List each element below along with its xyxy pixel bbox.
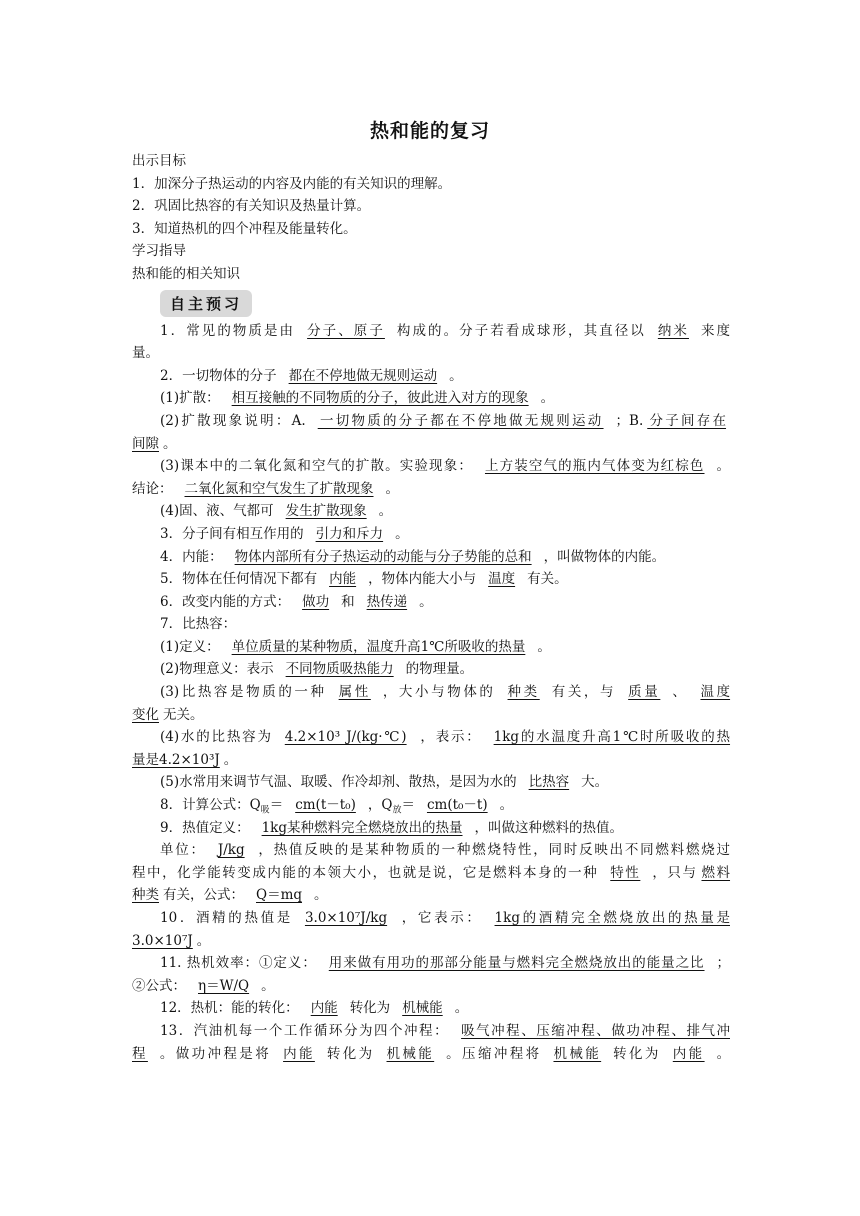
question-line	[132, 862, 730, 885]
answer-blank: 量是4.2×10³J	[132, 751, 220, 768]
question-text: 有关，与	[551, 684, 617, 701]
answer-blank: Q＝mq	[256, 887, 303, 904]
question-line	[132, 930, 730, 953]
question-text: 结论：	[132, 480, 173, 497]
question-text: 。	[395, 525, 409, 542]
answer-blank: 内能	[310, 1000, 338, 1017]
question-text: 4．内能：	[160, 548, 223, 565]
answer-blank: 3.0×10⁷J/kg	[304, 910, 388, 926]
answer-blank: 单位质量的某种物质，温度升高1℃所吸收的热量	[231, 638, 526, 655]
answer-blank: 3.0×10⁷J	[132, 932, 193, 949]
question-line	[132, 478, 730, 501]
question-line	[132, 342, 730, 365]
question-text: 。	[385, 480, 399, 497]
answer-blank: 做功	[302, 593, 330, 610]
question-line	[132, 952, 730, 975]
question-line	[132, 387, 730, 410]
question-line	[132, 365, 730, 388]
question-text: ，只与	[652, 864, 698, 881]
question-text: 5．物体在任何情况下都有	[160, 571, 318, 588]
question-text: 2．一切物体的分子	[160, 367, 277, 384]
answer-blank: 二氧化氮和空气发生了扩散现象	[184, 480, 374, 497]
answer-blank: 用来做有用功的那部分能量与燃料完全燃烧放出的能量之比	[328, 955, 705, 972]
answer-blank: 相互接触的不同物质的分子，彼此进入对方的现象	[231, 390, 529, 407]
answer-blank: 一切物质的分子都在不停地做无规则运动	[317, 412, 604, 429]
question-line	[132, 636, 730, 659]
answer-blank: η＝W/Q	[198, 977, 250, 994]
question-text: ，叫做物体的内能。	[543, 548, 666, 565]
answer-blank: 属性	[338, 684, 371, 701]
question-text: 。	[223, 751, 238, 768]
question-line	[132, 681, 730, 704]
subscript: 吸	[260, 805, 270, 816]
answer-blank: 1kg某种燃料完全燃烧放出的热量	[261, 819, 463, 836]
question-line	[132, 500, 730, 523]
question-text: ，叫做这种燃料的热值。	[474, 819, 624, 836]
question-text: 。	[449, 367, 463, 384]
answer-blank: 机械能	[402, 1000, 443, 1017]
question-line	[132, 455, 730, 478]
question-text: (5)水常用来调节气温、取暖、作冷却剂、散热，是因为水的	[160, 774, 517, 791]
question-line	[132, 884, 730, 907]
answer-blank: 种类	[132, 887, 159, 904]
answer-blank: 质量	[628, 684, 661, 701]
question-text: 有关，公式：	[163, 887, 244, 904]
question-text: 。压缩冲程将	[446, 1045, 542, 1062]
question-line	[132, 794, 730, 817]
question-line	[132, 410, 730, 433]
answer-blank: 发生扩散现象	[285, 503, 367, 520]
question-text: 单位：	[160, 842, 206, 859]
answer-blank: 1kg的酒精完全燃烧放出的热量是	[494, 910, 730, 926]
guide-heading: 学习指导	[132, 243, 186, 260]
goal-item: 1．加深分子热运动的内容及内能的有关知识的理解。	[132, 175, 452, 192]
question-text: 8．计算公式：Q	[160, 797, 261, 814]
answer-blank: 分子间存在	[647, 412, 727, 429]
goal-item: 2．巩固比热容的有关知识及热量计算。	[132, 198, 371, 215]
answer-blank: 内能	[672, 1045, 705, 1062]
question-text: 无关。	[163, 706, 204, 723]
answer-blank: 种类	[507, 684, 540, 701]
question-text: ，Q	[367, 797, 393, 814]
answer-blank: 比热容	[528, 774, 570, 791]
question-line	[132, 1020, 730, 1043]
question-text: 有关。	[527, 571, 568, 588]
goal-item: 3．知道热机的四个冲程及能量转化。	[132, 220, 357, 237]
question-text: (3)比热容是物质的一种	[160, 684, 327, 701]
question-text: (2)物理意义：表示	[160, 661, 274, 678]
question-line	[132, 591, 730, 614]
question-text: 。	[314, 887, 328, 904]
answer-blank: 4.2×10³ J/(kg·℃)	[284, 729, 407, 746]
question-line	[132, 997, 730, 1020]
question-text: 。	[716, 458, 730, 475]
question-line	[132, 975, 730, 998]
question-text: 。	[261, 977, 275, 994]
answer-blank: 热传递	[366, 593, 408, 610]
question-text: 7．比热容：	[160, 616, 237, 633]
answer-blank: 程	[132, 1045, 148, 1062]
answer-blank: 机械能	[553, 1045, 602, 1062]
question-text: 。做功冲程是将	[159, 1045, 272, 1062]
question-text: 。	[537, 638, 551, 655]
answer-blank: 内能	[329, 571, 357, 588]
answer-blank: 1kg的水温度升高1℃时所吸收的热	[493, 729, 731, 746]
question-text: 13．汽油机每一个工作循环分为四个冲程：	[160, 1022, 450, 1039]
question-text: 程中，化学能转变成内能的本领大小，也就是说，它是燃料本身的一种	[132, 864, 599, 881]
answer-blank: 上方装空气的瓶内气体变为红棕色	[484, 458, 705, 475]
question-text: 的物理量。	[405, 661, 474, 678]
question-line	[132, 546, 730, 569]
question-text: 。	[454, 1000, 469, 1017]
worksheet-content	[132, 150, 730, 1065]
question-text: (4)水的比热容为	[160, 729, 273, 746]
section-badge-row	[132, 286, 730, 320]
question-line	[132, 1043, 730, 1066]
question-text: 1．常见的物质是由	[160, 322, 296, 339]
question-line	[132, 726, 730, 749]
answer-blank: 分子、原子	[307, 322, 385, 339]
question-text: ，它表示：	[399, 910, 483, 926]
question-line	[132, 523, 730, 546]
answer-blank: 引力和斥力	[315, 525, 384, 542]
answer-blank: 间隙	[132, 435, 159, 452]
question-line	[132, 839, 730, 862]
question-text: 转化为	[326, 1045, 375, 1062]
goals-heading: 出示目标	[132, 153, 186, 169]
answer-blank: 不同物质吸热能力	[285, 661, 394, 678]
question-text: 。	[716, 1045, 731, 1062]
question-text: 11. 热机效率：①定义：	[160, 955, 317, 972]
question-text: 量。	[132, 345, 159, 362]
question-line	[132, 749, 730, 772]
question-text: 转化为	[349, 1000, 391, 1017]
question-line	[132, 320, 730, 343]
question-text: 。	[419, 593, 433, 610]
question-line	[132, 771, 730, 794]
answer-blank: 变化	[132, 706, 159, 723]
answer-blank: 都在不停地做无规则运动	[288, 367, 438, 384]
question-text: ，热值反映的是某种物质的一种燃烧特性，同时反映出不同燃料燃烧过	[256, 842, 730, 859]
question-text: 构成的。分子若看成球形，其直径以	[396, 322, 646, 339]
question-text: ，表示：	[418, 729, 482, 746]
answer-blank: 温度	[488, 571, 516, 588]
subscript: 放	[392, 805, 402, 816]
answer-blank: 物体内部所有分子热运动的动能与分子势能的总和	[234, 548, 532, 565]
question-line	[132, 433, 730, 456]
answer-blank: 吸气冲程、压缩冲程、做功冲程、排气冲	[461, 1022, 730, 1039]
question-line	[132, 817, 730, 840]
question-text: 。	[499, 797, 514, 814]
topic-heading: 热和能的相关知识	[132, 265, 240, 282]
question-line	[132, 613, 730, 636]
question-text: (4)固、液、气都可	[160, 503, 274, 520]
question-text: 10．酒精的热值是	[160, 910, 293, 926]
question-line	[132, 568, 730, 591]
question-text: 12．热机：能的转化：	[160, 1000, 299, 1017]
answer-blank: 特性	[610, 864, 641, 881]
question-text: 来度	[700, 322, 731, 339]
question-text: (1)扩散：	[160, 390, 220, 407]
question-text: 、	[672, 684, 689, 701]
question-text: 转化为	[613, 1045, 661, 1062]
answer-blank: 温度	[700, 684, 731, 701]
answer-blank: 机械能	[386, 1045, 435, 1062]
answer-blank: J/kg	[217, 842, 245, 859]
answer-blank: cm(t₀－t)	[426, 797, 488, 814]
question-text: 和	[341, 593, 355, 610]
answer-blank: 燃料	[701, 864, 731, 881]
question-text: 。	[196, 932, 211, 949]
page-title: 热和能的复习	[369, 120, 490, 142]
question-text: ，物体内能大小与	[368, 571, 477, 588]
question-text: (2)扩散现象说明：A.	[160, 412, 306, 429]
question-text: ＝	[269, 797, 284, 814]
answer-blank: cm(t－t₀)	[295, 797, 356, 814]
answer-blank: 纳米	[657, 322, 689, 339]
question-text: ＝	[401, 797, 415, 814]
question-text: ；B.	[615, 412, 644, 429]
question-text: 。	[540, 390, 555, 407]
question-text: (1)定义：	[160, 638, 220, 655]
section-badge: 自主预习	[160, 290, 252, 317]
question-text: 。	[378, 503, 393, 520]
question-text: ②公式：	[132, 977, 186, 994]
question-line	[132, 658, 730, 681]
answer-blank: 内能	[283, 1045, 315, 1062]
question-text: ；	[716, 955, 731, 972]
question-line	[132, 704, 730, 727]
question-text: 3．分子间有相互作用的	[160, 525, 304, 542]
question-text: 。	[163, 435, 177, 452]
question-text: ，大小与物体的	[382, 684, 496, 701]
question-text: (3)课本中的二氧化氮和空气的扩散。实验现象：	[160, 458, 473, 475]
question-text: 6．改变内能的方式：	[160, 593, 291, 610]
question-text: 9．热值定义：	[160, 819, 250, 836]
question-text: 大。	[581, 774, 609, 791]
question-line	[132, 907, 730, 930]
